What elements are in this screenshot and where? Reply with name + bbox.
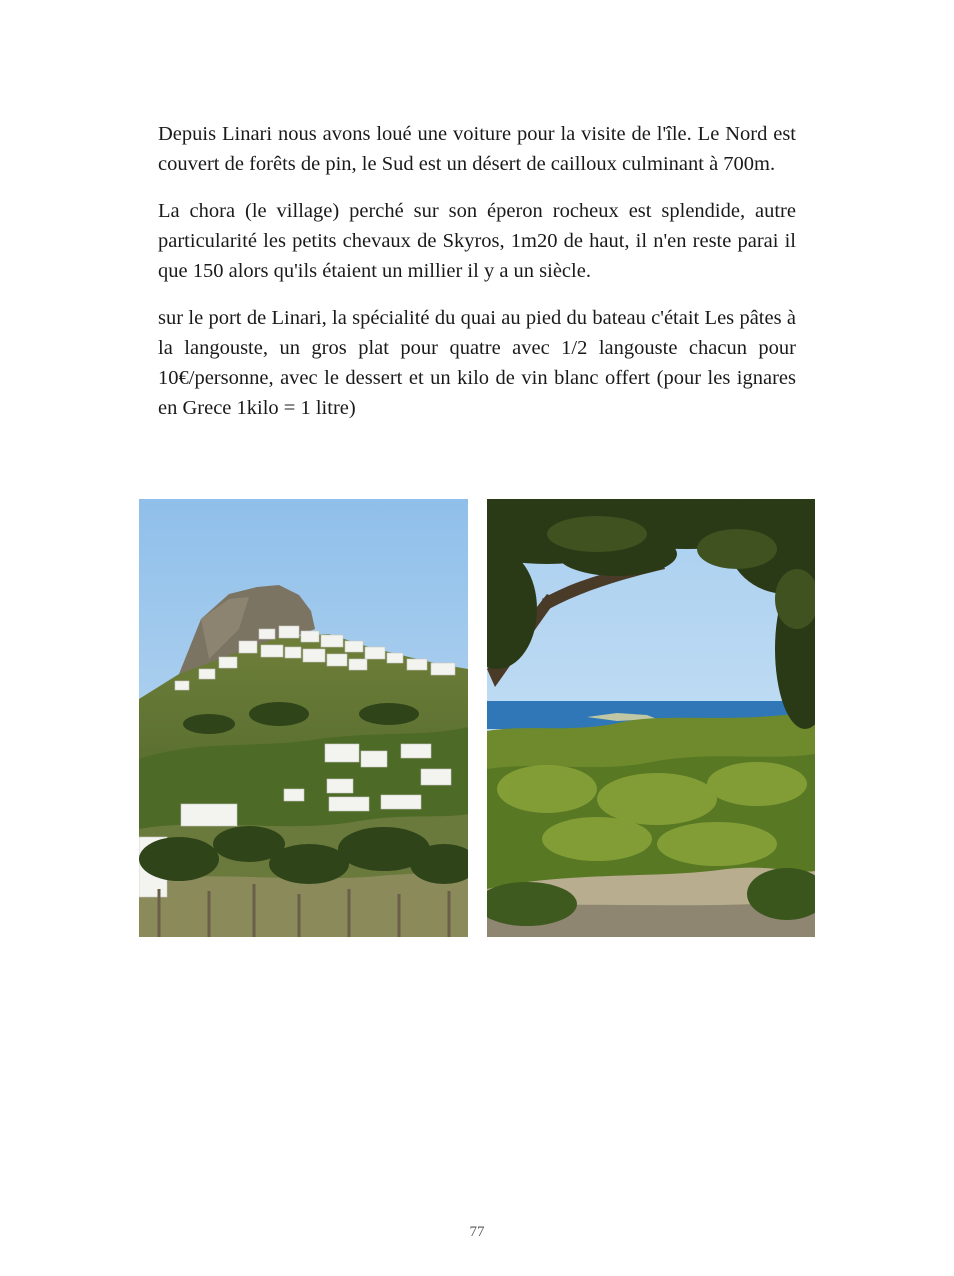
- chora-village-image: [139, 499, 468, 937]
- paragraph-1: Depuis Linari nous avons loué une voiture pour la visite de l'île. Le Nord est couvert de forêts de pin, le Sud est un désert de cailloux culminant à 700m.: [158, 123, 796, 175]
- paragraph-2: La chora (le village) perché sur son éperon rocheux est splendide, autre particularité les petits chevaux de Skyros, 1m20 de haut, il n'en reste parai il que 150 alors qu'ils étaient un millier il y a un siècle.: [158, 200, 796, 282]
- paragraph-3: sur le port de Linari, la spécialité du quai au pied du bateau c'était Les pâtes à la langouste, un gros plat pour quatre avec 1/2 langouste chacun pour 10€/personne, avec le dessert et un kilo de vin blanc offert (pour les ignares en Grece 1kilo = 1 litre): [158, 307, 796, 419]
- page-number: 77: [469, 1224, 485, 1240]
- photo-pine-forest: [487, 499, 815, 937]
- pine-forest-image: [487, 499, 815, 937]
- body-text: [158, 119, 796, 440]
- photo-chora-village: [139, 499, 468, 937]
